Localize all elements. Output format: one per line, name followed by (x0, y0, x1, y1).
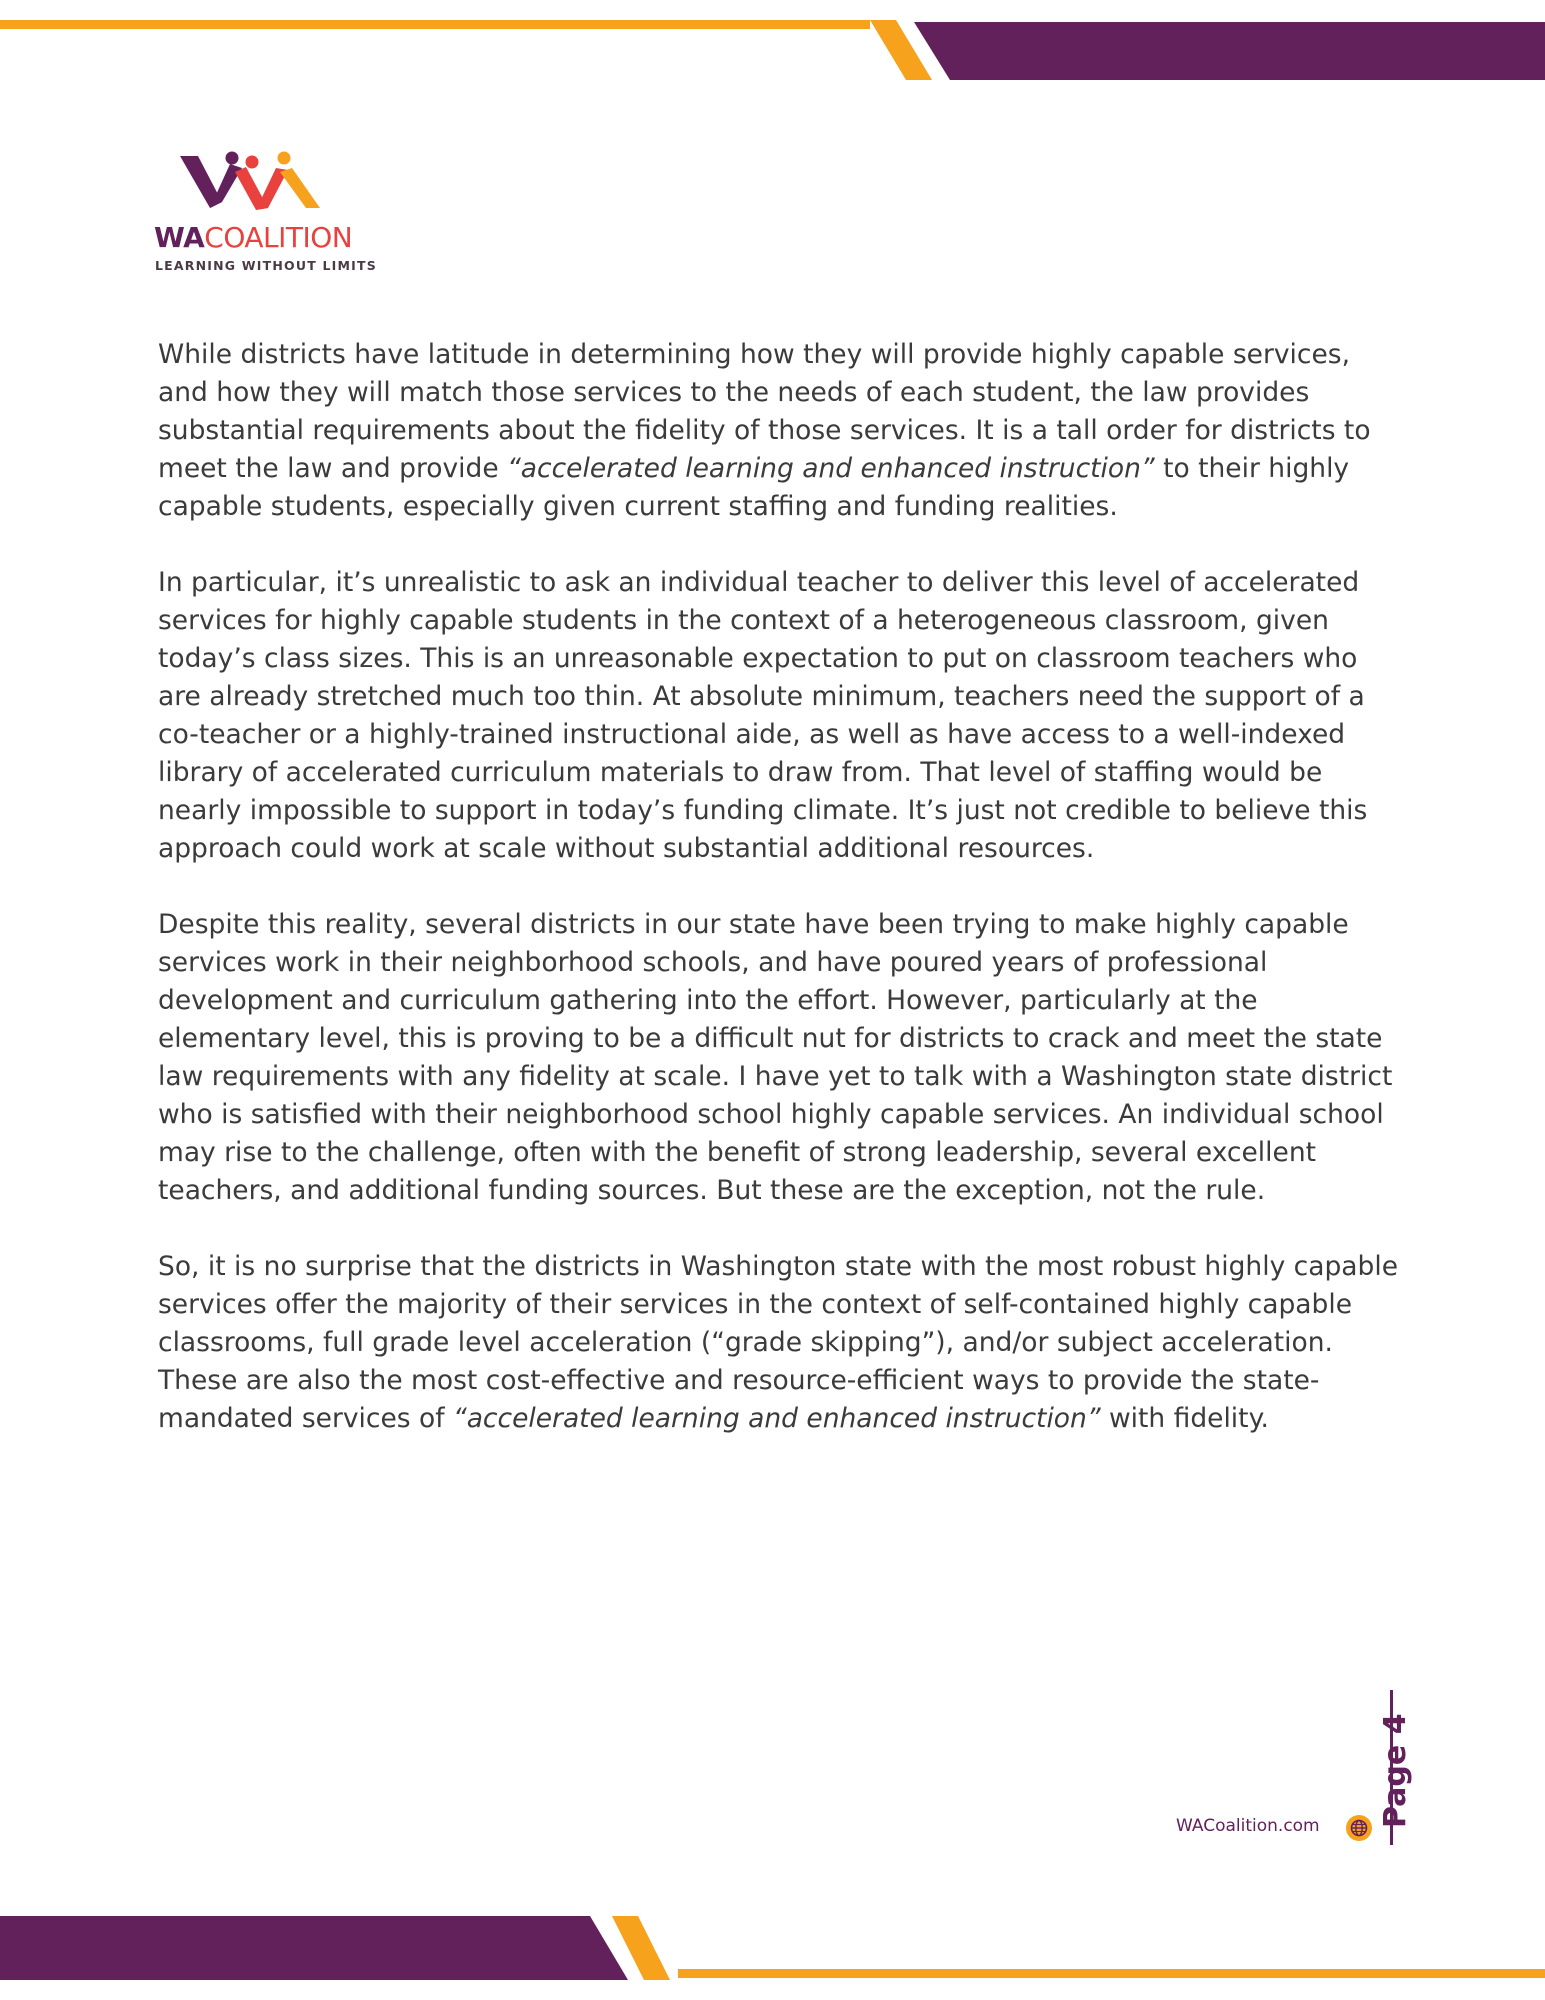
logo-wordmark-bold: WA (154, 221, 205, 254)
logo-wordmark-rest: COALITION (204, 221, 353, 254)
globe-icon (1345, 1814, 1373, 1842)
paragraph-emphasis: “accelerated learning and enhanced instruction” (507, 453, 1155, 484)
footer-website-link[interactable]: WACoalition.com (1176, 1816, 1320, 1836)
document-body (158, 336, 1408, 1476)
paragraph-4 (158, 1248, 1408, 1438)
brand-logo (152, 150, 392, 280)
paragraph-text: In particular, it’s unrealistic to ask an individual teacher to deliver this level of accelerated services for highly capable students in the context of a heterogeneous classroom, given today’s class sizes. This is an unreasonable expectation to put on classroom teachers who are already stretched much too thin. At absolute minimum, teachers need the support of a co-teacher or a highly-trained instructional aide, as well as have access to a well-indexed library of accelerated curriculum materials to draw from. That level of staffing would be nearly impossible to support in today’s funding climate. It’s just not credible to believe this approach could work at scale without substantial additional resources. (158, 567, 1368, 864)
paragraph-2 (158, 564, 1408, 868)
logo-wordmark (154, 221, 352, 254)
paragraph-text: Despite this reality, several districts in our state have been trying to make highly capable services work in their neighborhood schools, and have poured years of professional development and curriculum gathering into the effort. However, particularly at the elementary level, this is proving to be a difficult nut for districts to crack and meet the state law requirements with any fidelity at scale. I have yet to talk with a Washington state district who is satisfied with their neighborhood school highly capable services. An individual school may rise to the challenge, often with the benefit of strong leadership, several excellent teachers, and additional funding sources. But these are the exception, not the rule. (158, 909, 1393, 1206)
page-number: Page 4 (1378, 1713, 1413, 1828)
top-decorative-band (0, 0, 1545, 90)
paragraph-emphasis: “accelerated learning and enhanced instruction” (452, 1403, 1101, 1434)
paragraph-1 (158, 336, 1408, 526)
paragraph-text: So, it is no surprise that the districts in Washington state with the most robust highly capable services offer the majority of their services in the context of self-contained highly capable classrooms, full grade level acceleration (“grade skipping”), and/or subject acceleration. These are also the most cost-effective and resource-efficient ways to provide the state-mandated services of (158, 1251, 1399, 1434)
paragraph-text: While districts have latitude in determining how they will provide highly capable services, and how they will match those services to the needs of each student, the law provides substantial requirements about the fidelity of those services. It is a tall order for districts to meet the law and provide (158, 339, 1371, 484)
paragraph-text: with fidelity. (1100, 1403, 1269, 1434)
paragraph-3 (158, 906, 1408, 1210)
logo-mark-icon (180, 150, 350, 212)
paragraph-text: to their highly capable students, especially given current staffing and funding realities. (158, 453, 1350, 522)
logo-tagline: LEARNING WITHOUT LIMITS (155, 258, 377, 273)
